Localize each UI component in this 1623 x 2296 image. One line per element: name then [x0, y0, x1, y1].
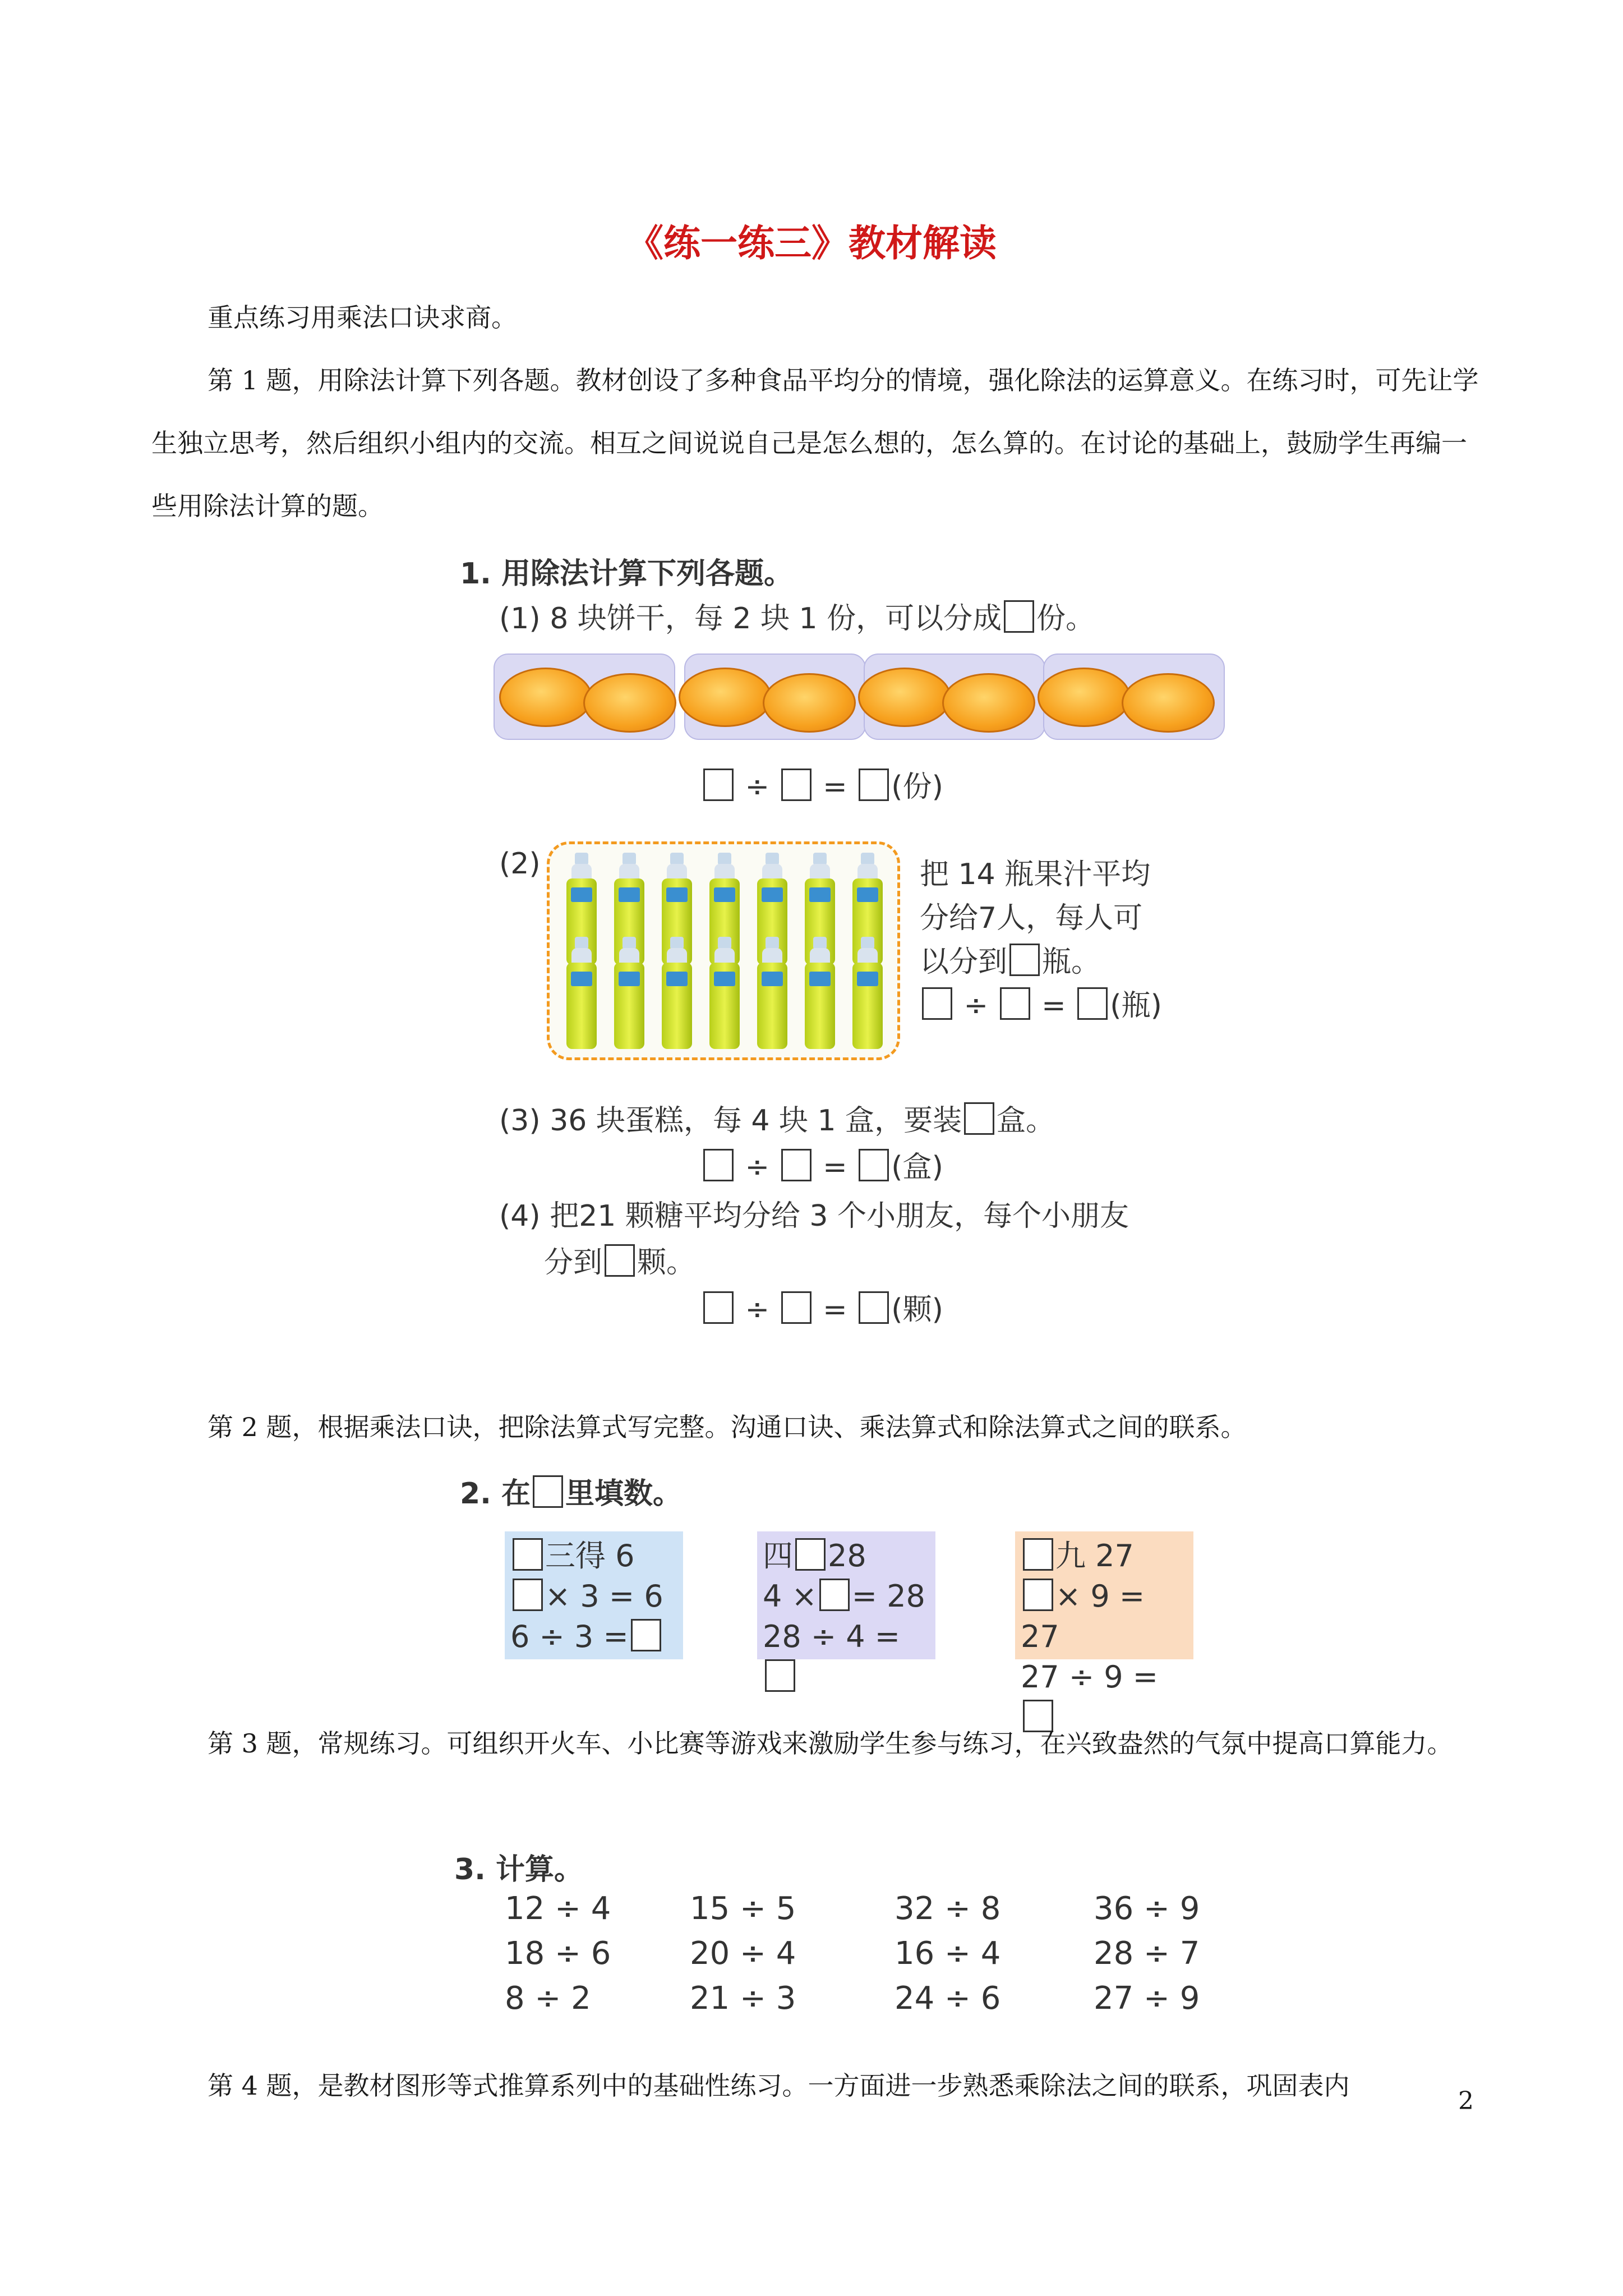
- calc-item: 18 ÷ 6: [505, 1935, 611, 1972]
- q4-line-2: [544, 1239, 695, 1281]
- calc-item: 36 ÷ 9: [1094, 1890, 1200, 1927]
- calc-item: 27 ÷ 9: [1094, 1980, 1200, 2017]
- q2-line-3-a: 以分到: [920, 945, 1008, 979]
- q1-text-a: (1) 8 块饼干，每 2 块 1 份，可以分成: [499, 602, 1002, 636]
- answer-box[interactable]: [859, 1291, 889, 1324]
- multiplication-card-1: [505, 1531, 683, 1659]
- answer-box[interactable]: [781, 1149, 811, 1181]
- biscuit: [942, 673, 1035, 733]
- q2-line-1: 把 14 瓶果汁平均: [920, 858, 1151, 891]
- q1-equation: [701, 763, 943, 805]
- card-line: [510, 1617, 677, 1657]
- biscuit: [1122, 673, 1215, 733]
- juice-bottle: [757, 937, 787, 1049]
- calc-item: 12 ÷ 4: [505, 1890, 611, 1927]
- juice-bottle: [566, 937, 597, 1049]
- calc-item: 8 ÷ 2: [505, 1980, 591, 2017]
- juice-bottle: [662, 937, 692, 1049]
- divide-sign: ÷: [745, 1293, 770, 1327]
- answer-box[interactable]: [859, 1149, 889, 1181]
- card-text: 28 ÷ 4 =: [763, 1619, 901, 1654]
- card-line: [510, 1576, 677, 1617]
- juice-bottles: [558, 853, 895, 1055]
- biscuit: [1038, 668, 1131, 727]
- q1-text-b: 份。: [1036, 602, 1095, 636]
- equals-sign: =: [823, 1151, 847, 1184]
- answer-box[interactable]: [1000, 987, 1030, 1020]
- card-line: [763, 1536, 930, 1576]
- juice-bottle: [852, 937, 883, 1049]
- q4-line-1: (4) 把21 颗糖平均分给 3 个小朋友，每个小朋友: [499, 1199, 1129, 1233]
- answer-box[interactable]: [922, 987, 952, 1020]
- paragraph-exercise-4: 第 4 题，是教材图形等式推算系列中的基础性练习。一方面进一步熟悉乘除法之间的联系，巩固表内: [208, 2070, 1350, 2101]
- q2-line-3-b: 瓶。: [1042, 945, 1101, 979]
- card-text: × 9 = 27: [1021, 1579, 1145, 1654]
- page-number: 2: [1458, 2087, 1474, 2115]
- card-text: 九 27: [1055, 1538, 1134, 1573]
- biscuit: [763, 673, 856, 733]
- card-text: = 28: [851, 1579, 925, 1614]
- card-line: [1021, 1576, 1188, 1657]
- equals-sign: =: [823, 770, 847, 804]
- exercise-2-heading: [460, 1470, 682, 1512]
- answer-box[interactable]: [631, 1619, 661, 1651]
- answer-box[interactable]: [605, 1244, 635, 1277]
- biscuits-illustration: [494, 651, 1245, 740]
- calc-item: 28 ÷ 7: [1094, 1935, 1200, 1972]
- calc-item: 20 ÷ 4: [690, 1935, 796, 1972]
- paragraph-exercise-2: 第 2 题，根据乘法口诀，把除法算式写完整。沟通口诀、乘法算式和除法算式之间的联系。: [208, 1412, 1247, 1442]
- calc-item: 32 ÷ 8: [895, 1890, 1001, 1927]
- juice-bottle: [709, 937, 740, 1049]
- juice-bottle: [805, 937, 835, 1049]
- card-line: [1021, 1536, 1188, 1576]
- page-title: 《练一练三》教材解读: [626, 221, 997, 265]
- answer-box[interactable]: [703, 1291, 734, 1324]
- calc-item: 24 ÷ 6: [895, 1980, 1001, 2017]
- card-text: × 3 = 6: [545, 1579, 663, 1614]
- divide-sign: ÷: [745, 770, 770, 804]
- q3-text-a: (3) 36 块蛋糕，每 4 块 1 盒，要装: [499, 1104, 962, 1138]
- card-text: 28: [828, 1538, 866, 1573]
- divide-sign: ÷: [963, 989, 989, 1023]
- unit-label: (盒): [891, 1151, 943, 1184]
- card-text: 27 ÷ 9 =: [1021, 1659, 1159, 1695]
- card-line: [510, 1536, 677, 1576]
- q4-line-2-a: 分到: [544, 1246, 603, 1280]
- q2-number: (2): [499, 847, 541, 881]
- equals-sign: =: [1041, 989, 1066, 1023]
- q2-line-3: [920, 940, 1162, 984]
- card-line: [763, 1576, 930, 1617]
- multiplication-card-3: [1015, 1531, 1193, 1695]
- answer-box[interactable]: [1077, 987, 1108, 1020]
- answer-box[interactable]: [795, 1538, 826, 1571]
- answer-box[interactable]: [1004, 600, 1034, 633]
- biscuit: [679, 668, 772, 727]
- paragraph-exercise-1: 第 1 题，用除法计算下列各题。教材创设了多种食品平均分的情境，强化除法的运算意义。在练习时，可先让学生独立思考，然后组织小组内的交流。相互之间说说自己是怎么想的，怎么算的。在讨论的基础上，鼓励学生再编一些用除法计算的题。: [151, 365, 1479, 521]
- answer-box[interactable]: [781, 1291, 811, 1324]
- calc-item: 16 ÷ 4: [895, 1935, 1001, 1972]
- biscuit: [499, 668, 592, 727]
- heading-b: 里填数。: [565, 1477, 683, 1511]
- answer-box[interactable]: [859, 769, 889, 801]
- q1-text: [499, 595, 1095, 637]
- unit-label: (份): [891, 770, 943, 804]
- q3-text-b: 盒。: [997, 1104, 1055, 1138]
- answer-box[interactable]: [1023, 1579, 1053, 1611]
- answer-box[interactable]: [703, 769, 734, 801]
- answer-box[interactable]: [1009, 944, 1040, 976]
- divide-sign: ÷: [745, 1151, 770, 1184]
- card-line: [763, 1617, 930, 1697]
- multiplication-card-2: [757, 1531, 935, 1659]
- q2-line-2: 分给7人，每人可: [920, 901, 1143, 935]
- calc-item: 21 ÷ 3: [690, 1980, 796, 2017]
- unit-label: (瓶): [1110, 989, 1162, 1023]
- answer-box[interactable]: [964, 1102, 994, 1135]
- answer-box[interactable]: [765, 1659, 795, 1692]
- q3-text: [499, 1097, 1055, 1139]
- q4-line-2-b: 颗。: [637, 1246, 696, 1280]
- exercise-3-heading: 3. 计算。: [454, 1853, 584, 1887]
- card-text: 四: [763, 1538, 793, 1573]
- answer-box[interactable]: [781, 769, 811, 801]
- biscuit: [858, 668, 951, 727]
- answer-box[interactable]: [513, 1579, 543, 1611]
- card-text: 6 ÷ 3 =: [510, 1619, 629, 1654]
- card-text: 三得 6: [545, 1538, 635, 1573]
- q3-equation: [701, 1143, 943, 1185]
- intro-paragraph: 重点练习用乘法口诀求商。: [208, 302, 517, 333]
- paragraph-exercise-3: 第 3 题，常规练习。可组织开火车、小比赛等游戏来激励学生参与练习，在兴致盎然的气氛中提高口算能力。: [208, 1728, 1453, 1759]
- equals-sign: =: [823, 1293, 847, 1327]
- q4-equation: [701, 1286, 943, 1328]
- unit-label: (颗): [891, 1293, 943, 1327]
- biscuit: [583, 673, 676, 733]
- answer-box[interactable]: [513, 1538, 543, 1571]
- heading-a: 2. 在: [460, 1477, 531, 1511]
- calc-item: 15 ÷ 5: [690, 1890, 796, 1927]
- answer-box[interactable]: [1023, 1538, 1053, 1571]
- card-text: 4 ×: [763, 1579, 817, 1614]
- answer-box: [533, 1475, 563, 1508]
- q2-equation: [920, 984, 1162, 1028]
- juice-bottle: [614, 937, 644, 1049]
- q2-text: [920, 853, 1162, 1028]
- answer-box[interactable]: [703, 1149, 734, 1181]
- answer-box[interactable]: [819, 1579, 850, 1611]
- exercise-1-heading: 1. 用除法计算下列各题。: [460, 557, 794, 591]
